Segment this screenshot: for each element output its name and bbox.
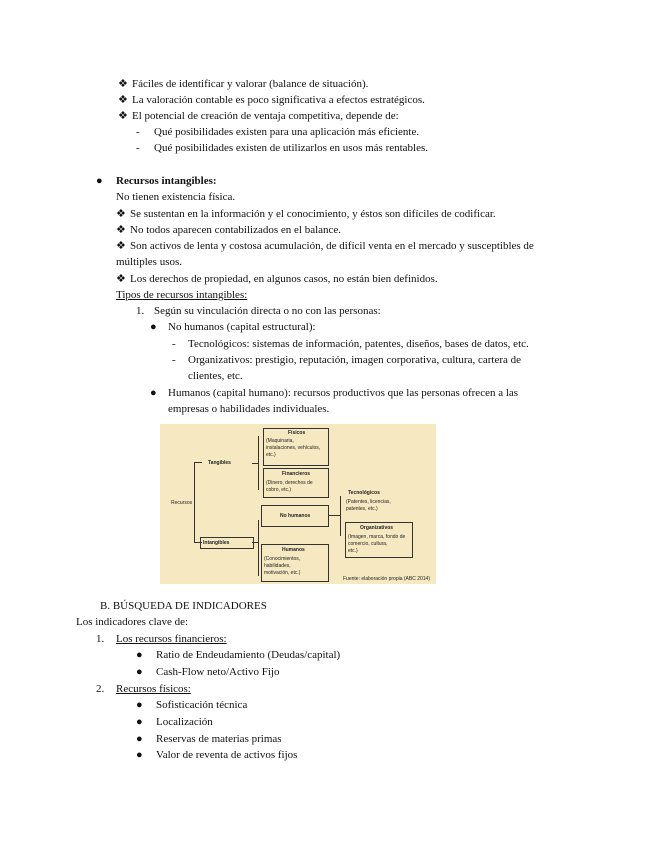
bullet-tangible-1: ❖ Fáciles de identificar y valorar (balance de situación). (118, 78, 369, 90)
diagram-intangibles: Intangibles (203, 540, 230, 546)
bullet-tangible-2: ❖ La valoración contable es poco significativa a efectos estratégicos. (118, 94, 425, 106)
types-label: Tipos de recursos intangibles: (116, 289, 248, 301)
sub-item: - Qué posibilidades existen de utilizarlos en usos más rentables. (136, 142, 429, 154)
list-item: ● Cash-Flow neto/Activo Fijo (136, 666, 280, 678)
list-item: ● Reservas de materias primas (136, 733, 282, 745)
diagram-financieros: Financieros (282, 471, 311, 477)
diagram-connector (194, 462, 195, 542)
resources-diagram: Recursos Tangibles Intangibles Físicos (Maquinaria, instalaciones, vehículos, etc.) Financieros (Dinero, derechos de cobro, etc.) No humanos Humanos (Conocimientos, habilidades, motivación, etc.) Tecnológicos (Patentes, licencias, patentes, etc.) Organizativos (Imagen, marca, fondo de comercio, cultura, etc.) Fuente: elaboración propia (ABC 2014) (160, 424, 436, 584)
diagram-connector (328, 515, 340, 516)
intangibles-intro: No tienen existencia física. (116, 191, 236, 203)
organizativos-item-cont: clientes, etc. (188, 370, 243, 382)
diagram-recursos: Recursos (171, 500, 193, 506)
list-item: ● Sofisticación técnica (136, 699, 248, 711)
list-item-fisicos: 2. Recursos físicos: (96, 683, 191, 695)
diagram-fisicos: Físicos (288, 430, 306, 436)
diagram-connector (258, 520, 259, 576)
intangibles-heading: ● Recursos intangibles: (96, 175, 217, 187)
diagram-tangibles: Tangibles (208, 460, 231, 466)
diagram-connector (340, 496, 341, 536)
diagram-intangibles-box (200, 537, 254, 549)
intangibles-bullet: ❖ Son activos de lenta y costosa acumulación, de difícil venta en el mercado y susceptibles de (116, 240, 534, 252)
diagram-humanos: Humanos (282, 547, 305, 553)
intangibles-bullet: ❖ Los derechos de propiedad, en algunos casos, no están bien definidos. (116, 273, 438, 285)
list-item: ● Localización (136, 716, 213, 728)
tecnologicos-item: - Tecnológicos: sistemas de información, patentes, diseños, bases de datos, etc. (172, 338, 529, 350)
no-humanos-item: ● No humanos (capital estructural): (150, 321, 316, 333)
sub-item: - Qué posibilidades existen para una aplicación más eficiente. (136, 126, 420, 138)
diagram-no-humanos: No humanos (280, 513, 311, 519)
humanos-item-cont: empresas o habilidades individuales. (168, 403, 330, 415)
list-item-financieros: 1. Los recursos financieros: (96, 633, 227, 645)
intangibles-bullet-cont: múltiples usos. (116, 256, 183, 268)
intangibles-bullet: ❖ Se sustentan en la información y el conocimiento, y éstos son difíciles de codificar. (116, 208, 496, 220)
organizativos-item: - Organizativos: prestigio, reputación, imagen corporativa, cultura, cartera de (172, 354, 522, 366)
list-item: ● Ratio de Endeudamiento (Deudas/capital) (136, 649, 341, 661)
diagram-tecnologicos: Tecnológicos (348, 490, 380, 496)
diagram-connector (252, 542, 258, 543)
humanos-item: ● Humanos (capital humano): recursos productivos que las personas ofrecen a las (150, 387, 519, 399)
section-intro: Los indicadores clave de: (76, 616, 189, 628)
list-item: ● Valor de reventa de activos fijos (136, 749, 298, 761)
bullet-tangible-3: ❖ El potencial de creación de ventaja competitiva, depende de: (118, 110, 399, 122)
diagram-connector (252, 463, 258, 464)
list-item-1: 1. Según su vinculación directa o no con las personas: (136, 305, 381, 317)
diagram-connector (258, 436, 259, 490)
section-heading: B. BÚSQUEDA DE INDICADORES (100, 600, 267, 612)
intangibles-bullet: ❖ No todos aparecen contabilizados en el balance. (116, 224, 342, 236)
diagram-source: Fuente: elaboración propia (ABC 2014) (343, 576, 430, 582)
diagram-organizativos: Organizativos (360, 525, 394, 531)
diagram-connector (194, 462, 202, 463)
